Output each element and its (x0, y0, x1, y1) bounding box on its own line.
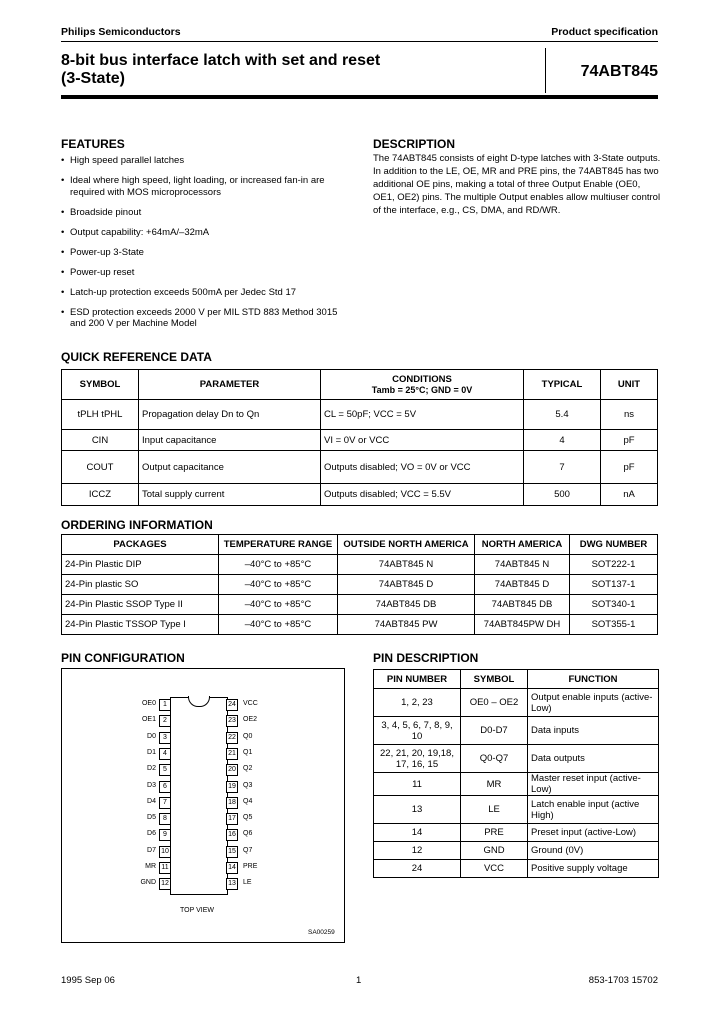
pin-number-right: 16 (226, 829, 238, 841)
pin-number-left: 6 (159, 781, 171, 793)
pin-label-right: VCC (243, 700, 258, 707)
pin-number-left: 9 (159, 829, 171, 841)
cell: 4 (524, 430, 601, 451)
cell: 74ABT845 DB (338, 595, 475, 615)
cell: Q0-Q7 (461, 745, 528, 773)
cell: OE0 – OE2 (461, 689, 528, 717)
figure-id: SA00259 (308, 929, 335, 936)
table-row (374, 773, 659, 796)
col-na: NORTH AMERICA (475, 535, 570, 555)
cell: 24-Pin Plastic DIP (62, 555, 219, 575)
table-row (62, 484, 658, 506)
page-title (61, 52, 461, 88)
features-list (61, 155, 351, 338)
col-dwg: DWG NUMBER (570, 535, 658, 555)
pin-label-right: Q2 (243, 765, 253, 773)
pin-number-right: 13 (226, 878, 238, 890)
ordering-heading: ORDERING INFORMATION (61, 518, 213, 532)
table-row (374, 796, 659, 824)
footer-date: 1995 Sep 06 (61, 975, 115, 986)
description-heading: DESCRIPTION (373, 137, 456, 151)
cell: SOT137-1 (570, 575, 658, 595)
feature-item: • Power-up reset (61, 267, 351, 279)
cell: SOT340-1 (570, 595, 658, 615)
pin-label-right: LE (243, 879, 252, 887)
feature-item: • Broadside pinout (61, 207, 351, 219)
cell: 74ABT845 D (338, 575, 475, 595)
col-unit: UNIT (601, 370, 658, 400)
cell: 500 (524, 484, 601, 506)
col-conditions: CONDITIONS Tamb = 25°C; GND = 0V (321, 370, 524, 400)
title-divider (545, 48, 546, 93)
cell: Outputs disabled; VO = 0V or VCC (321, 451, 524, 484)
cell: MR (461, 773, 528, 796)
pin-number-right: 19 (226, 781, 238, 793)
pin-number-left: 10 (159, 846, 171, 858)
cell: LE (461, 796, 528, 824)
cell: 24 (374, 860, 461, 878)
pin-label-left: D7 (147, 846, 156, 854)
cell: GND (461, 842, 528, 860)
cell: tPLH tPHL (62, 400, 139, 430)
pin-number-left: 1 (159, 699, 171, 711)
table-row (374, 717, 659, 745)
pin-label-right: Q3 (243, 781, 253, 789)
pin-label-left: D1 (147, 748, 156, 756)
cell: Output enable inputs (active-Low) (528, 689, 659, 717)
cell: –40°C to +85°C (219, 555, 338, 575)
cell: Data outputs (528, 745, 659, 773)
table-row (62, 451, 658, 484)
col-symbol: SYMBOL (461, 670, 528, 689)
document-type: Product specification (551, 26, 658, 38)
col-pin-number: PIN NUMBER (374, 670, 461, 689)
cell: Ground (0V) (528, 842, 659, 860)
col-temp: TEMPERATURE RANGE (219, 535, 338, 555)
cell: 3, 4, 5, 6, 7, 8, 9, 10 (374, 717, 461, 745)
cell: 7 (524, 451, 601, 484)
feature-item: • Power-up 3-State (61, 247, 351, 259)
cell: Output capacitance (139, 451, 321, 484)
quick-ref-heading: QUICK REFERENCE DATA (61, 350, 212, 364)
table-row (374, 842, 659, 860)
cell: 24-Pin Plastic SSOP Type II (62, 595, 219, 615)
pin-label-right: Q0 (243, 732, 253, 740)
pin-label-right: Q4 (243, 797, 253, 805)
cell: 74ABT845 PW (338, 615, 475, 635)
cell: 13 (374, 796, 461, 824)
cell: PRE (461, 824, 528, 842)
feature-item: • Latch-up protection exceeds 500mA per Jedec Std 17 (61, 287, 351, 299)
title-line2: (3-State) (61, 70, 126, 87)
pin-desc-heading: PIN DESCRIPTION (373, 651, 479, 665)
cell: CL = 50pF; VCC = 5V (321, 400, 524, 430)
cell: ICCZ (62, 484, 139, 506)
cell: 1, 2, 23 (374, 689, 461, 717)
quick-ref-table (61, 369, 658, 506)
table-row (374, 689, 659, 717)
part-number: 74ABT845 (580, 63, 658, 80)
pin-label-left: D3 (147, 781, 156, 789)
pin-label-right: Q7 (243, 846, 253, 854)
chip-body (170, 697, 228, 895)
cell: Preset input (active-Low) (528, 824, 659, 842)
pin-label-left: OE0 (141, 700, 156, 707)
pin-number-left: 8 (159, 813, 171, 825)
header-rule (61, 41, 658, 42)
pin-number-left: 4 (159, 748, 171, 760)
table-row (62, 575, 658, 595)
pin-number-right: 20 (226, 764, 238, 776)
cell: Latch enable input (active High) (528, 796, 659, 824)
col-parameter: PARAMETER (139, 370, 321, 400)
cell: 74ABT845 N (338, 555, 475, 575)
description-text: The 74ABT845 consists of eight D-type latches with 3-State outputs. In addition to the LE, OE, MR and PRE pins, the 74ABT845 has two additional OE pins, making a total of three Output Enable (OE0, OE1, OE2) pins. The multiple Output enables allow multiuser control of the interface, e.g., CS, DMA, and RD/WR. (373, 153, 661, 216)
col-outside-na: OUTSIDE NORTH AMERICA (338, 535, 475, 555)
pin-label-left: D4 (147, 797, 156, 805)
feature-item: • Ideal where high speed, light loading, or increased fan-in are required with MOS microprocessors (61, 175, 351, 198)
cell: 12 (374, 842, 461, 860)
pin-label-left: MR (145, 863, 156, 870)
cell: SOT355-1 (570, 615, 658, 635)
pin-number-left: 3 (159, 732, 171, 744)
pin-number-right: 14 (226, 862, 238, 874)
company-name: Philips Semiconductors (61, 26, 181, 38)
cell: 24-Pin plastic SO (62, 575, 219, 595)
pin-label-right: Q5 (243, 814, 253, 822)
cell: Total supply current (139, 484, 321, 506)
cell: 74ABT845 D (475, 575, 570, 595)
pin-desc-table (373, 669, 659, 878)
cell: 74ABT845 N (475, 555, 570, 575)
pin-label-right: OE2 (243, 716, 258, 724)
cell: 74ABT845PW DH (475, 615, 570, 635)
pin-config-heading: PIN CONFIGURATION (61, 651, 185, 665)
cell: Outputs disabled; VCC = 5.5V (321, 484, 524, 506)
cell: pF (601, 430, 658, 451)
feature-item: • High speed parallel latches (61, 155, 351, 167)
footer-code: 853-1703 15702 (588, 975, 658, 986)
pin-label-left: GND (140, 879, 156, 887)
table-row (62, 595, 658, 615)
cell: Propagation delay Dn to Qn (139, 400, 321, 430)
cell: D0-D7 (461, 717, 528, 745)
pin-number-left: 7 (159, 797, 171, 809)
pin-label-left: D2 (147, 765, 156, 773)
cell: SOT222-1 (570, 555, 658, 575)
cell: Input capacitance (139, 430, 321, 451)
pin-number-right: 24 (226, 699, 238, 711)
pin-number-right: 22 (226, 732, 238, 744)
pin-number-left: 12 (159, 878, 171, 890)
cell: COUT (62, 451, 139, 484)
pin-number-right: 21 (226, 748, 238, 760)
cell: 11 (374, 773, 461, 796)
pin-label-right: Q6 (243, 830, 253, 838)
features-heading: FEATURES (61, 137, 125, 151)
pin-number-left: 5 (159, 764, 171, 776)
col-packages: PACKAGES (62, 535, 219, 555)
title-rule (61, 95, 658, 99)
cell: –40°C to +85°C (219, 575, 338, 595)
cell: Data inputs (528, 717, 659, 745)
pin-label-left: OE1 (141, 716, 156, 724)
pin-number-left: 2 (159, 715, 171, 727)
top-view-label: TOP VIEW (180, 907, 214, 914)
cell: nA (601, 484, 658, 506)
pin-label-left: D6 (147, 830, 156, 838)
col-function: FUNCTION (528, 670, 659, 689)
pin-label-right: PRE (243, 863, 258, 870)
cell: ns (601, 400, 658, 430)
cell: –40°C to +85°C (219, 615, 338, 635)
cell: 5.4 (524, 400, 601, 430)
feature-item: • Output capability: +64mA/–32mA (61, 227, 351, 239)
table-row (62, 430, 658, 451)
cell: pF (601, 451, 658, 484)
ordering-table (61, 534, 658, 635)
feature-item: • ESD protection exceeds 2000 V per MIL STD 883 Method 3015 and 200 V per Machine Model (61, 307, 351, 330)
footer-page-number: 1 (356, 975, 362, 986)
pin-number-right: 23 (226, 715, 238, 727)
table-row (62, 400, 658, 430)
pin-number-right: 17 (226, 813, 238, 825)
cell: 74ABT845 DB (475, 595, 570, 615)
cell: Positive supply voltage (528, 860, 659, 878)
cell: VI = 0V or VCC (321, 430, 524, 451)
cell: Master reset input (active-Low) (528, 773, 659, 796)
cell: 24-Pin Plastic TSSOP Type I (62, 615, 219, 635)
pin-number-right: 18 (226, 797, 238, 809)
title-line1: 8-bit bus interface latch with set and reset (61, 52, 381, 69)
pin-label-left: D0 (147, 732, 156, 740)
table-row (374, 860, 659, 878)
col-symbol: SYMBOL (62, 370, 139, 400)
col-typical: TYPICAL (524, 370, 601, 400)
pin-label-left: D5 (147, 814, 156, 822)
table-row (374, 745, 659, 773)
cell: VCC (461, 860, 528, 878)
cell: 22, 21, 20, 19,18, 17, 16, 15 (374, 745, 461, 773)
pin-number-left: 11 (159, 862, 171, 874)
pin-label-right: Q1 (243, 748, 253, 756)
pin-number-right: 15 (226, 846, 238, 858)
cell: –40°C to +85°C (219, 595, 338, 615)
table-row (62, 615, 658, 635)
cell: 14 (374, 824, 461, 842)
cell: CIN (62, 430, 139, 451)
table-row (374, 824, 659, 842)
table-row (62, 555, 658, 575)
